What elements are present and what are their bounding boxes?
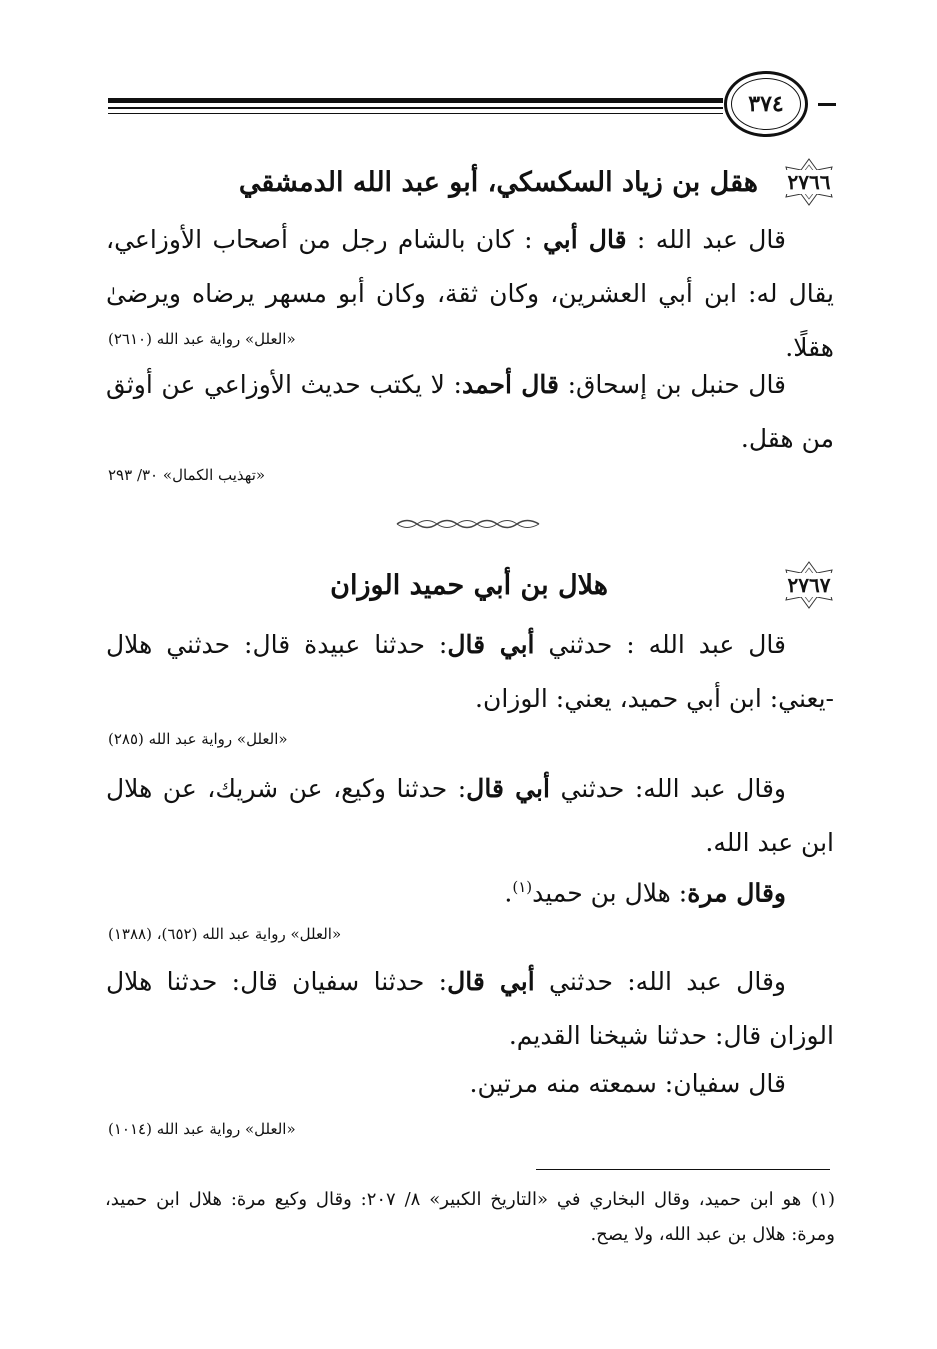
text: : حدثنا وكيع، عن شريك، عن هلال ابن عبد الله. <box>106 774 834 857</box>
text: وقال عبد الله: حدثني <box>534 967 786 996</box>
header-rule <box>108 98 723 103</box>
text: قال عبد الله : <box>626 225 786 254</box>
divider-ornament-icon <box>395 515 541 533</box>
entry-title: هقل بن زياد السكسكي، أبو عبد الله الدمشقي <box>238 166 758 198</box>
source-citation: «تهذيب الكمال» ٣٠/ ٢٩٣ <box>108 466 266 484</box>
text: . <box>504 878 513 908</box>
entry-heading <box>330 560 842 610</box>
bold-text: أبي قال <box>466 774 550 803</box>
paragraph <box>106 213 834 375</box>
bold-text: قال أبي <box>542 225 627 254</box>
text: قال حنبل بن إسحاق: <box>559 370 787 399</box>
text: : حدثنا عبيدة قال: حدثني هلال -يعني: ابن أبي حميد، يعني: الوزان. <box>106 630 834 713</box>
bold-text: أبي قال <box>447 967 535 996</box>
entry-number-badge <box>776 560 842 610</box>
header-rule <box>108 113 723 114</box>
text: قال عبد الله : حدثني <box>534 630 786 659</box>
paragraph <box>106 358 834 466</box>
entry-number: ٢٧٦٦ <box>787 170 831 194</box>
medallion-inner-ring <box>731 78 801 130</box>
paragraph: قال سفيان: سمعته منه مرتين. <box>469 1069 786 1098</box>
source-citation: «العلل» رواية عبد الله (٦٥٢)، (١٣٨٨) <box>108 925 342 943</box>
footnote-rule <box>536 1169 830 1170</box>
entry-heading <box>239 157 842 207</box>
footnote-text: هو ابن حميد، وقال البخاري في «التاريخ الكبير» ٨/ ٢٠٧: وقال وكيع مرة: هلال ابن حميد، ومرة: هلال بن عبد الله، ولا يصح. <box>105 1189 835 1245</box>
bold-text: قال أحمد <box>461 370 560 399</box>
header-rule <box>818 103 836 106</box>
text: : هلال بن حميد <box>532 878 688 908</box>
page-number: ٣٧٤ <box>748 91 784 117</box>
source-citation: «العلل» رواية عبد الله (٢٨٥) <box>108 730 288 748</box>
page-number-medallion <box>724 71 808 137</box>
entry-number: ٢٧٦٧ <box>787 573 831 597</box>
text: : كان بالشام رجل من أصحاب الأوزاعي، يقال له: ابن أبي العشرين، وكان ثقة، وكان أبو مسهر يرضاه ويرضىٰ هقلًا. <box>106 225 834 362</box>
paragraph <box>106 955 834 1063</box>
entry-title: هلال بن أبي حميد الوزان <box>330 569 608 601</box>
text: : لا يكتب حديث الأوزاعي عن أوثق من هقل. <box>106 370 834 453</box>
paragraph <box>106 860 834 920</box>
paragraph <box>106 762 834 870</box>
text: وقال عبد الله: حدثني <box>549 774 786 803</box>
bold-text: أبي قال <box>447 630 535 659</box>
source-citation: «العلل» رواية عبد الله (١٠١٤) <box>108 1120 296 1138</box>
footnote-reference[interactable]: (١) <box>512 878 533 896</box>
text: : حدثنا سفيان قال: حدثنا هلال الوزان قال: حدثنا شيخنا القديم. <box>106 967 834 1050</box>
bold-text: وقال مرة <box>687 878 786 908</box>
footnote <box>105 1182 835 1252</box>
entry-number-badge <box>776 157 842 207</box>
paragraph <box>106 618 834 726</box>
source-citation: «العلل» رواية عبد الله (٢٦١٠) <box>108 330 296 348</box>
footnote-marker: (١) <box>811 1189 835 1210</box>
header-rule <box>108 107 723 109</box>
